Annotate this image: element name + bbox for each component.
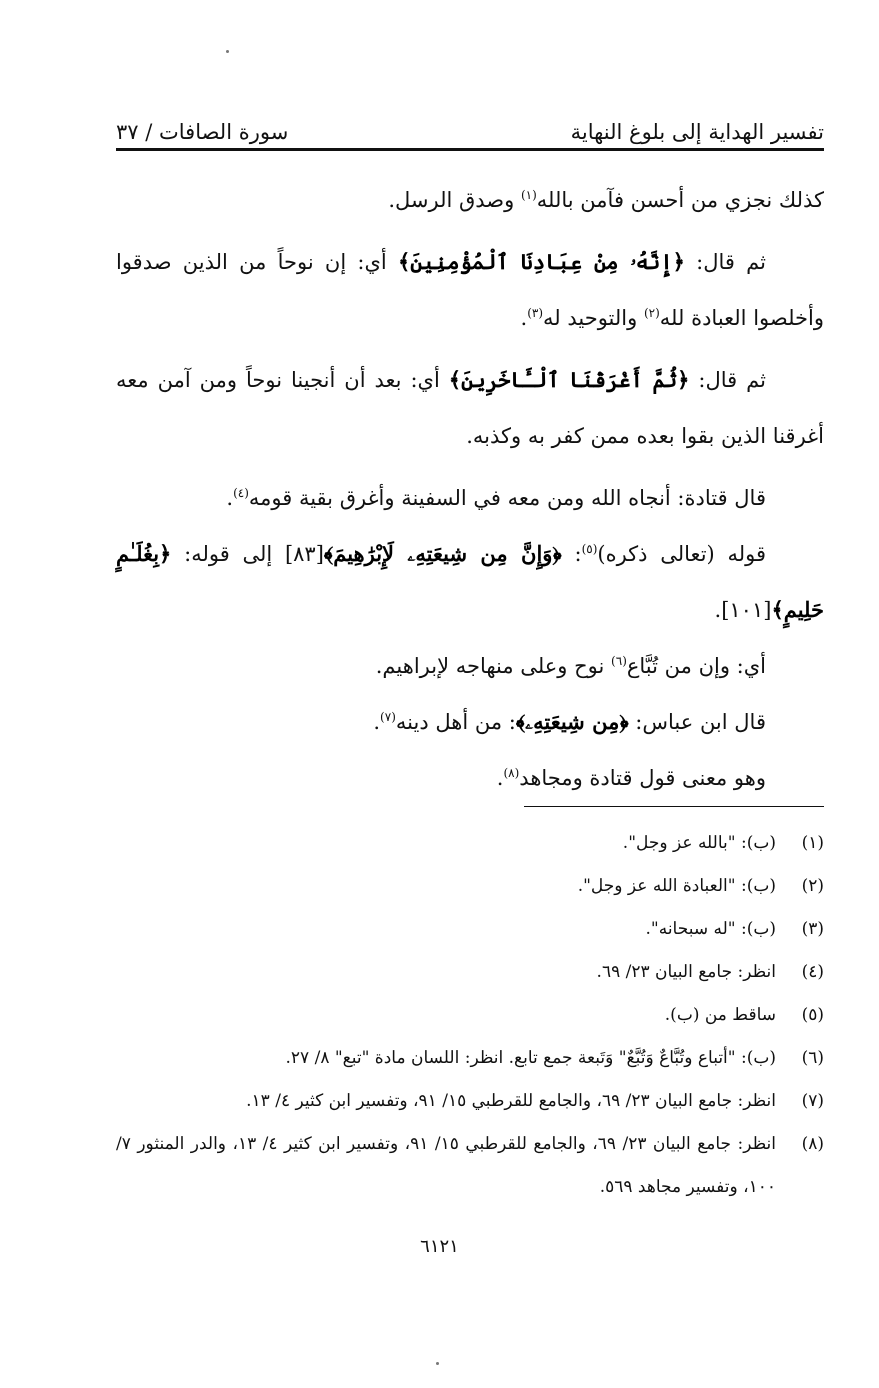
footnote-number: (٣) [801, 919, 824, 939]
text-run: : من أهل دينه [395, 710, 516, 734]
footnote-text: (ب): "بالله عز وجل". [622, 833, 776, 853]
footnote-7 [116, 1080, 824, 1123]
footnote-text: انظر: جامع البيان ٢٣/ ٦٩، والجامع للقرطبي ١٥/ ٩١، وتفسير ابن كثير ٤/ ١٣، والدر المنثور ٧/ ١٠٠، وتفسير مجاهد ٥٦٩. [116, 1134, 777, 1197]
running-header [116, 104, 824, 144]
paragraph-6 [116, 638, 824, 694]
paragraph-1 [116, 172, 824, 228]
header-surah: سورة الصافات / ٣٧ [116, 120, 289, 144]
paragraph-7 [116, 694, 824, 750]
paragraph-4 [116, 470, 824, 526]
text-run: : [561, 542, 582, 566]
scan-speck [226, 50, 229, 53]
text-run: [١٠١]. [714, 598, 772, 622]
header-rule [116, 148, 824, 151]
text-run: . [520, 306, 528, 330]
footnote-text: (ب): "له سبحانه". [645, 919, 776, 939]
main-text [116, 172, 824, 806]
footnote-text: (ب): "العبادة الله عز وجل". [577, 876, 776, 896]
footnote-number: (٢) [801, 876, 824, 896]
footnote-text: انظر: جامع البيان ٢٣/ ٦٩. [596, 962, 776, 982]
footnote-ref: (٧) [380, 710, 396, 724]
footnote-ref: (١) [520, 188, 537, 202]
text-run: . [496, 766, 504, 790]
footnote-ref: (٢) [643, 306, 660, 320]
footnote-number: (٧) [801, 1091, 824, 1111]
page-number: ٦١٢١ [420, 1236, 459, 1257]
footnote-ref: (٦) [611, 654, 627, 668]
footnote-3 [116, 908, 824, 951]
text-run: قال ابن عباس: [628, 710, 766, 734]
footnote-number: (١) [801, 833, 824, 853]
text-run: أي: إن نوحاً من الذين صدقوا وأخلصوا العبادة لله [116, 250, 824, 330]
text-run: أي: وإن من تُبَّاع [626, 654, 766, 678]
scan-speck [436, 1362, 439, 1365]
paragraph-5 [116, 526, 824, 638]
quran-verse: ﴿بِغُلَـٰمٍ حَلِيمٍ﴾ [116, 541, 824, 622]
text-run: وهو معنى قول قتادة ومجاهد [519, 766, 766, 790]
footnotes [116, 822, 824, 1209]
header-book-title: تفسير الهداية إلى بلوغ النهاية [570, 120, 824, 144]
footnote-separator [524, 806, 824, 807]
footnote-number: (٤) [801, 962, 824, 982]
footnote-5 [116, 994, 824, 1037]
footnote-ref: (٤) [233, 486, 249, 500]
footnote-6 [116, 1037, 824, 1080]
text-run: والتوحيد له [543, 306, 644, 330]
quran-verse: ﴿ثُمَّ أَغْرَقْنَا ٱلْـَٔاخَرِينَ﴾ [448, 367, 690, 392]
text-run: ثم قال: [689, 368, 766, 392]
footnote-4 [116, 951, 824, 994]
paragraph-3 [116, 352, 824, 464]
footnote-ref: (٥) [581, 542, 598, 556]
footnote-ref: (٨) [503, 766, 520, 780]
text-run: قوله (تعالى ذكره) [597, 542, 767, 566]
footnote-ref: (٣) [527, 306, 544, 320]
footnote-2 [116, 865, 824, 908]
footnote-text: ساقط من (ب). [664, 1005, 776, 1025]
text-run: [٨٣] إلى قوله: [171, 542, 324, 566]
footnote-number: (٥) [801, 1005, 824, 1025]
footnote-text: (ب): "أتباع وتُبَّاعٌ وَتُبَّعٌ" وَتَبعة جمع تابع. انظر: اللسان مادة "تبع" ٨/ ٢٧. [285, 1048, 776, 1068]
text-run: ثم قال: [684, 250, 766, 274]
quran-verse: ﴿مِن شِيعَتِهِۦ﴾ [515, 709, 629, 734]
footnote-number: (٦) [801, 1048, 824, 1068]
text-run: . [373, 710, 381, 734]
footnote-text: انظر: جامع البيان ٢٣/ ٦٩، والجامع للقرطبي ١٥/ ٩١، وتفسير ابن كثير ٤/ ١٣. [246, 1091, 776, 1111]
text-run: وصدق الرسل. [388, 188, 521, 212]
text-run: . [226, 486, 234, 510]
text-run: نوح وعلى منهاجه لإبراهيم. [375, 654, 612, 678]
paragraph-2 [116, 234, 824, 346]
text-run: أي: بعد أن أنجينا نوحاً ومن آمن معه أغرقنا الذين بقوا بعده ممن كفر به وكذبه. [116, 368, 824, 448]
footnote-number: (٨) [801, 1134, 824, 1154]
quran-verse: ﴿إِنَّهُۥ مِنْ عِبَادِنَا ٱلْمُؤْمِنِينَ﴾ [397, 249, 685, 274]
paragraph-8 [116, 750, 824, 806]
quran-verse: ﴿وَإِنَّ مِن شِيعَتِهِۦ لَإِبْرَٰهِيمَ﴾ [323, 541, 562, 566]
footnote-1 [116, 822, 824, 865]
footnote-8 [116, 1123, 824, 1209]
text-run: كذلك نجزي من أحسن فآمن بالله [536, 188, 824, 212]
text-run: قال قتادة: أنجاه الله ومن معه في السفينة وأغرق بقية قومه [248, 486, 766, 510]
